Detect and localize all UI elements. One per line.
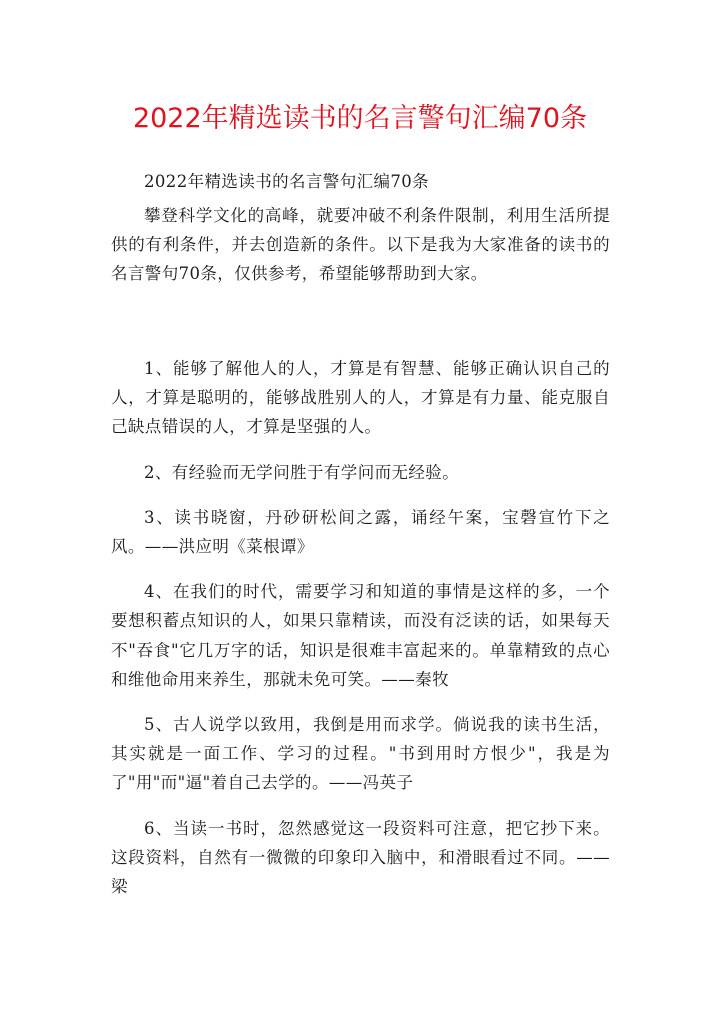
- intro-paragraph: [111, 201, 610, 305]
- intro-text: 攀登科学文化的高峰，就要冲破不利条件限制，利用生活所提供的有利条件，并去创造新的条件。以下是我为大家准备的读书的名言警句70条，仅供参考，希望能够帮助到大家。: [111, 206, 610, 284]
- quote-item: 5、古人说学以致用，我倒是用而求学。倘说我的读书生活，其实就是一面工作、学习的过程。"书到用时方恨少"，我是为了"用"而"逼"着自己去学的。——冯英子: [111, 715, 610, 793]
- quote-item: 2、有经验而无学问胜于有学问而无经验。: [144, 462, 460, 482]
- quote-item: 3、读书晓窗，丹砂研松间之露，诵经午案，宝磬宣竹下之风。——洪应明《菜根谭》: [111, 507, 610, 557]
- quote-item: 4、在我们的时代，需要学习和知道的事情是这样的多，一个要想积蓄点知识的人，如果只靠精读，而没有泛读的话，如果每天不"吞食"它几万字的话，知识是很难丰富起来的。单靠精致的点心和维他命用来养生，那就未免可笑。——秦牧: [111, 582, 610, 689]
- document-subtitle: 2022年精选读书的名言警句汇编70条: [144, 172, 430, 191]
- quote-item: 6、当读一书时，忽然感觉这一段资料可注意，把它抄下来。这段资料，自然有一微微的印象印入脑中，和滑眼看过不同。——梁: [111, 818, 610, 897]
- quote-item: 1、能够了解他人的人，才算是有智慧、能够正确认识自己的人，才算是聪明的，能够战胜别人的人，才算是有力量、能克服自己缺点错误的人，才算是坚强的人。: [111, 359, 610, 437]
- quote-list: [111, 354, 610, 917]
- document-title: 2022年精选读书的名言警句汇编70条: [132, 103, 588, 134]
